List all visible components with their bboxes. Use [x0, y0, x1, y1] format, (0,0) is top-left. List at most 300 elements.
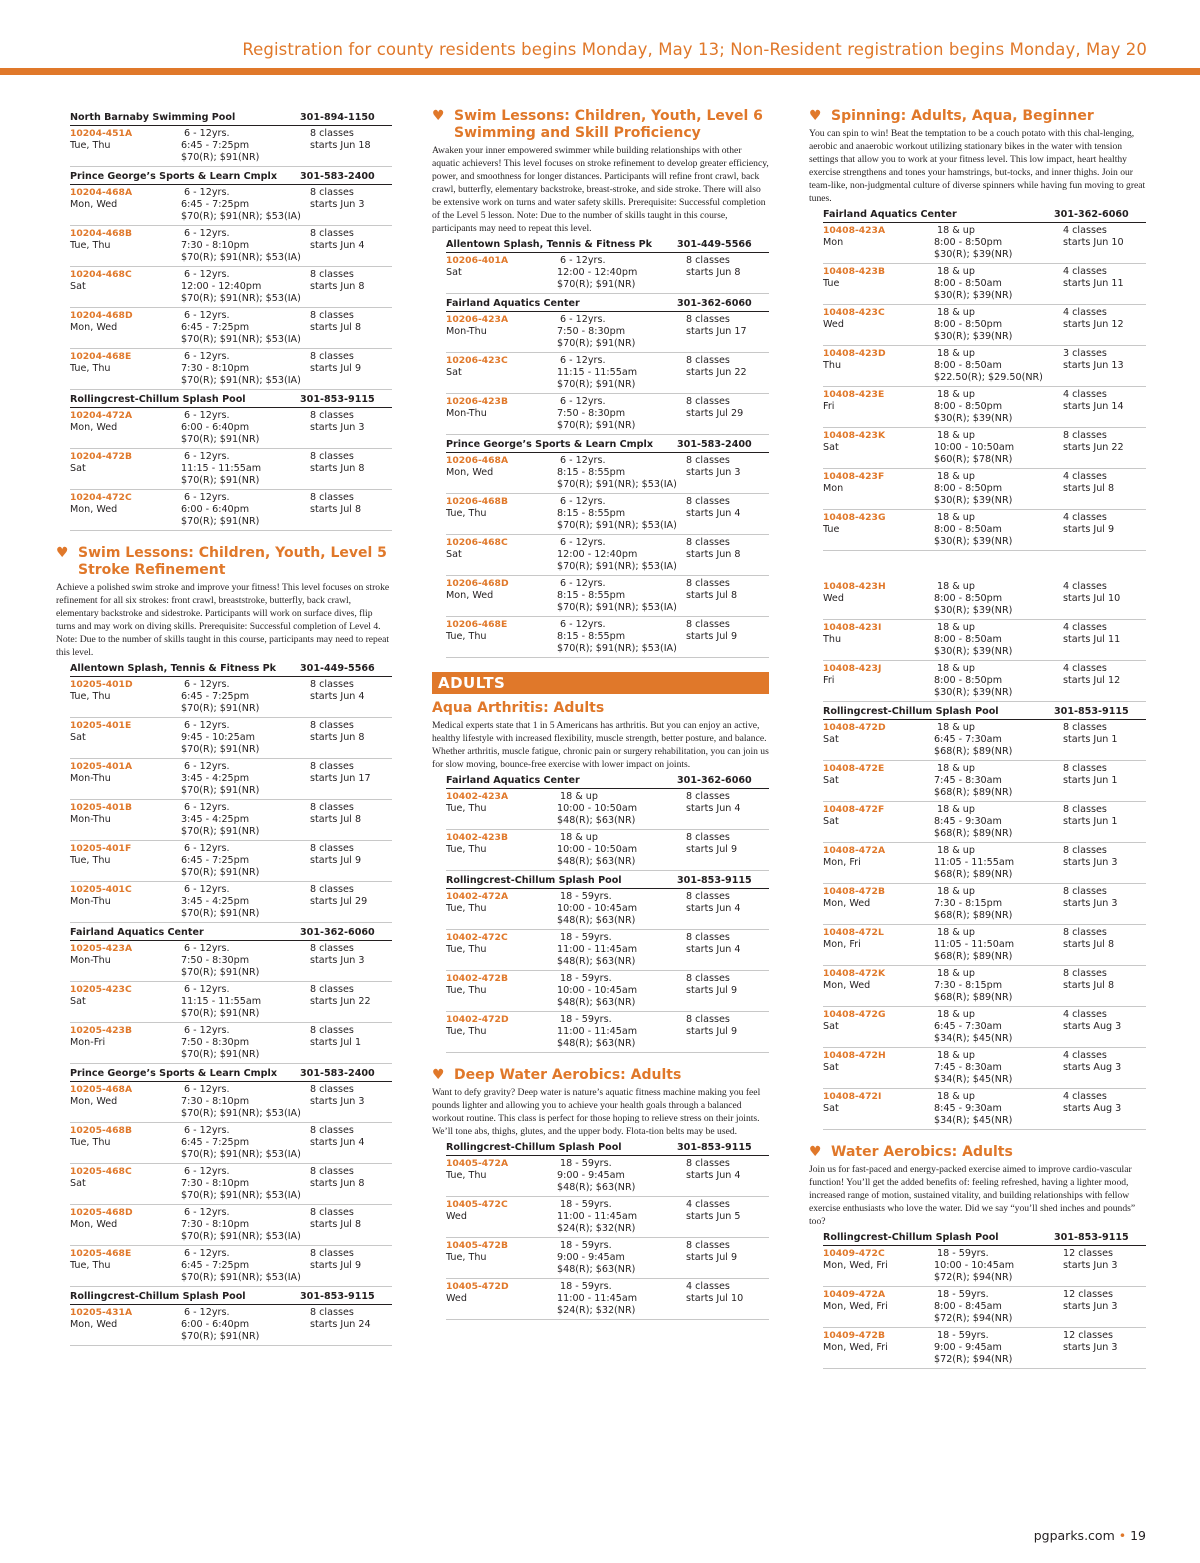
- class-age: 18 - 59yrs.: [560, 891, 612, 902]
- class-listing: [823, 661, 1146, 702]
- class-time: 10:00 - 10:45am: [557, 903, 638, 914]
- facility-header: [823, 207, 1146, 223]
- facility-name: Rollingcrest-Chillum Splash Pool: [446, 1142, 622, 1153]
- class-days: Mon, Wed: [70, 1219, 118, 1230]
- class-time: 8:00 - 8:50am: [934, 360, 1002, 371]
- class-listing: [70, 677, 392, 718]
- facility-phone: 301-894-1150: [300, 112, 375, 123]
- class-fee: $22.50(R); $29.50(NR): [934, 372, 1043, 383]
- class-blank: [446, 279, 560, 291]
- class-count: 8 classes: [1063, 763, 1107, 774]
- class-code: 10205-423B: [70, 1025, 132, 1036]
- class-blank: [446, 479, 560, 491]
- class-listing: [70, 308, 392, 349]
- facility-list: [432, 773, 769, 1053]
- class-code: 10409-472A: [823, 1289, 886, 1300]
- class-listing: [823, 761, 1146, 802]
- class-count: 8 classes: [310, 1125, 354, 1136]
- class-count: 8 classes: [686, 255, 730, 266]
- class-days: Tue, Thu: [70, 1260, 111, 1271]
- class-blank: [823, 1033, 937, 1045]
- class-count: 8 classes: [310, 984, 354, 995]
- class-blank: [70, 475, 184, 487]
- section-desc-aqua-arthritis: Medical experts state that 1 in 5 Americans has arthritis. But you can enjoy an active, healthy lifestyle with increased flexibility, muscle strength, better posture, and balance. Whether arthritis, muscle fatigue, chronic pain or surgery rehabilitation, you can join us for slow moving, bounce-free exercise with lower impact on joints.: [432, 720, 769, 770]
- class-count: 12 classes: [1063, 1330, 1113, 1341]
- class-time: 6:00 - 6:40pm: [181, 422, 250, 433]
- class-listing: [446, 930, 769, 971]
- class-age: 6 - 12yrs.: [184, 802, 230, 813]
- class-time: 3:45 - 4:25pm: [181, 896, 250, 907]
- class-count: 8 classes: [310, 943, 354, 954]
- class-fee: $24(R); $32(NR): [557, 1223, 636, 1234]
- class-age: 18 & up: [937, 266, 975, 277]
- class-time: 7:30 - 8:10pm: [181, 1219, 250, 1230]
- class-code: 10408-423G: [823, 512, 886, 523]
- class-count: 8 classes: [310, 351, 354, 362]
- class-time: 6:45 - 7:25pm: [181, 1137, 250, 1148]
- class-code: 10206-423A: [446, 314, 509, 325]
- class-fee: $70(R); $91(NR): [557, 279, 636, 290]
- class-days: Tue, Thu: [70, 691, 111, 702]
- class-time: 11:15 - 11:55am: [181, 996, 262, 1007]
- class-fee: $70(R); $91(NR); $53(IA): [181, 334, 301, 345]
- facility-header: [70, 169, 392, 185]
- class-days: Mon: [823, 483, 844, 494]
- separator-dot: •: [1118, 1528, 1127, 1543]
- class-fee: $30(R); $39(NR): [934, 687, 1013, 698]
- class-start: starts Jul 8: [310, 814, 362, 825]
- class-code: 10205-401C: [70, 884, 132, 895]
- class-blank: [70, 826, 184, 838]
- class-listing: [70, 490, 392, 531]
- site-name: pgparks.com: [1033, 1528, 1115, 1543]
- class-fee: $70(R); $91(NR); $53(IA): [181, 252, 301, 263]
- class-code: 10408-472A: [823, 845, 886, 856]
- class-count: 8 classes: [686, 396, 730, 407]
- facility-header: [823, 704, 1146, 720]
- class-listing: [70, 408, 392, 449]
- class-age: 6 - 12yrs.: [560, 314, 606, 325]
- class-count: 8 classes: [686, 496, 730, 507]
- class-blank: [446, 956, 560, 968]
- class-code: 10408-472B: [823, 886, 885, 897]
- class-listing: [446, 830, 769, 871]
- facility-block: [446, 773, 769, 871]
- class-fee: $68(R); $89(NR): [934, 992, 1013, 1003]
- class-time: 6:45 - 7:25pm: [181, 322, 250, 333]
- class-fee: $70(R); $91(NR); $53(IA): [557, 520, 677, 531]
- class-time: 6:45 - 7:25pm: [181, 1260, 250, 1271]
- facility-block: [823, 704, 1146, 1130]
- class-time: 6:00 - 6:40pm: [181, 504, 250, 515]
- class-listing: [446, 576, 769, 617]
- class-age: 6 - 12yrs.: [184, 351, 230, 362]
- class-fee: $70(R); $91(NR); $53(IA): [181, 1149, 301, 1160]
- class-code: 10205-401B: [70, 802, 132, 813]
- class-time: 7:45 - 8:30am: [934, 775, 1002, 786]
- class-age: 18 - 59yrs.: [937, 1330, 989, 1341]
- class-fee: $30(R); $39(NR): [934, 495, 1013, 506]
- class-code: 10408-472E: [823, 763, 885, 774]
- class-count: 8 classes: [686, 1240, 730, 1251]
- facility-block: [70, 1066, 392, 1287]
- class-listing: [823, 720, 1146, 761]
- facility-header: [446, 1140, 769, 1156]
- class-listing: [446, 617, 769, 658]
- class-time: 8:00 - 8:50am: [934, 524, 1002, 535]
- class-start: starts Jun 22: [310, 996, 371, 1007]
- class-time: 8:00 - 8:50pm: [934, 319, 1003, 330]
- class-fee: $70(R); $91(NR); $53(IA): [557, 643, 677, 654]
- class-blank: [823, 331, 937, 343]
- class-listing: [823, 469, 1146, 510]
- section-desc-level5: Achieve a polished swim stroke and improve your fitness! This level focuses on stroke refinement for all six strokes: front crawl, breaststroke, butterfly, back crawl, elementary backstroke and sidestroke. Participants will work on surface dives, flip turns and may work on diving skills. Prerequisite: Successful completion of Level 4. Note: Due to the number of skills taught in this course, participants may need to repeat this level.: [56, 582, 390, 658]
- class-count: 8 classes: [310, 1025, 354, 1036]
- class-time: 6:45 - 7:25pm: [181, 140, 250, 151]
- class-days: Sat: [446, 367, 462, 378]
- class-fee: $70(R); $91(NR): [181, 967, 260, 978]
- class-time: 7:30 - 8:10pm: [181, 1178, 250, 1189]
- class-days: Mon-Thu: [70, 896, 111, 907]
- class-fee: $48(R); $63(NR): [557, 856, 636, 867]
- class-time: 8:00 - 8:50pm: [934, 401, 1003, 412]
- class-blank: [70, 1008, 184, 1020]
- class-listing: [823, 346, 1146, 387]
- class-blank: [70, 967, 184, 979]
- class-fee: $70(R); $91(NR); $53(IA): [181, 1231, 301, 1242]
- facility-phone: 301-362-6060: [1054, 209, 1129, 220]
- class-blank: [823, 1074, 937, 1086]
- class-blank: [823, 495, 937, 507]
- class-age: 18 & up: [937, 663, 975, 674]
- class-count: 8 classes: [1063, 845, 1107, 856]
- class-blank: [446, 1305, 560, 1317]
- class-age: 6 - 12yrs.: [184, 1248, 230, 1259]
- facility-block: [446, 237, 769, 294]
- class-time: 11:15 - 11:55am: [181, 463, 262, 474]
- class-start: starts Jun 18: [310, 140, 371, 151]
- class-days: Tue, Thu: [446, 631, 487, 642]
- class-age: 18 & up: [937, 307, 975, 318]
- class-code: 10408-423C: [823, 307, 885, 318]
- class-listing: [70, 267, 392, 308]
- class-code: 10409-472C: [823, 1248, 885, 1259]
- class-start: starts Aug 3: [1063, 1021, 1122, 1032]
- class-fee: $70(R); $91(NR): [557, 420, 636, 431]
- class-start: starts Jul 8: [310, 504, 362, 515]
- class-blank: [823, 1272, 937, 1284]
- class-listing: [823, 1048, 1146, 1089]
- class-age: 6 - 12yrs.: [184, 1084, 230, 1095]
- class-days: Sat: [823, 442, 839, 453]
- class-start: starts Jun 3: [1063, 898, 1118, 909]
- class-time: 10:00 - 10:50am: [934, 442, 1015, 453]
- class-age: 6 - 12yrs.: [184, 843, 230, 854]
- class-listing: [446, 971, 769, 1012]
- class-start: starts Jun 17: [310, 773, 371, 784]
- class-listing: [823, 1007, 1146, 1048]
- class-fee: $70(R); $91(NR): [181, 475, 260, 486]
- class-age: 6 - 12yrs.: [184, 410, 230, 421]
- class-time: 6:45 - 7:30am: [934, 1021, 1002, 1032]
- class-listing: [70, 982, 392, 1023]
- class-code: 10408-423I: [823, 622, 882, 633]
- class-age: 18 & up: [937, 927, 975, 938]
- class-time: 8:00 - 8:50am: [934, 278, 1002, 289]
- class-fee: $30(R); $39(NR): [934, 331, 1013, 342]
- class-age: 6 - 12yrs.: [184, 128, 230, 139]
- class-time: 7:30 - 8:10pm: [181, 363, 250, 374]
- class-count: 4 classes: [1063, 1050, 1107, 1061]
- class-start: starts Jun 13: [1063, 360, 1124, 371]
- class-fee: $70(R); $91(NR): [181, 1008, 260, 1019]
- class-listing: [70, 1023, 392, 1064]
- class-code: 10205-401E: [70, 720, 132, 731]
- class-start: starts Jun 3: [310, 199, 365, 210]
- class-start: starts Aug 3: [1063, 1103, 1122, 1114]
- section-title-level5: ♥ Swim Lessons: Children, Youth, Level 5 Stroke Refinement: [56, 545, 387, 578]
- class-age: 6 - 12yrs.: [560, 496, 606, 507]
- facility-block: [70, 661, 392, 923]
- class-fee: $70(R); $91(NR); $53(IA): [181, 1272, 301, 1283]
- class-blank: [70, 908, 184, 920]
- class-start: starts Jun 3: [1063, 1342, 1118, 1353]
- class-start: starts Jun 4: [310, 240, 365, 251]
- class-count: 8 classes: [686, 891, 730, 902]
- class-start: starts Jun 4: [686, 803, 741, 814]
- class-code: 10408-423J: [823, 663, 882, 674]
- class-age: 6 - 12yrs.: [184, 720, 230, 731]
- facility-header: [70, 1066, 392, 1082]
- class-start: starts Jul 9: [1063, 524, 1115, 535]
- class-age: 6 - 12yrs.: [184, 1125, 230, 1136]
- class-age: 18 & up: [937, 1091, 975, 1102]
- class-blank: [446, 643, 560, 655]
- class-code: 10408-472I: [823, 1091, 882, 1102]
- section-desc-level6: Awaken your inner empowered swimmer while building relationships with other aquatic achievers! This level focuses on stroke refinement to develop greater efficiency, power, and smoothness for longer distances. Participants will refine front crawl, back crawl, butterfly, elementary backstroke, breast-stroke, and side stroke. There will also be extensive work on turns and water safety skills. Prerequisite: Successful completion of the Level 5 lesson. Note: Due to the number of skills taught in this course, participants may need to repeat this level.: [432, 145, 769, 234]
- class-age: 18 & up: [937, 348, 975, 359]
- class-blank: [70, 1108, 184, 1120]
- class-time: 12:00 - 12:40pm: [181, 281, 262, 292]
- class-blank: [823, 372, 937, 384]
- class-blank: [70, 516, 184, 528]
- class-fee: $68(R); $89(NR): [934, 951, 1013, 962]
- class-listing: [823, 620, 1146, 661]
- class-age: 6 - 12yrs.: [184, 492, 230, 503]
- class-age: 18 & up: [937, 1009, 975, 1020]
- class-count: 8 classes: [1063, 430, 1107, 441]
- facility-phone: 301-853-9115: [300, 1291, 375, 1302]
- class-days: Thu: [823, 634, 842, 645]
- class-start: starts Jun 3: [686, 467, 741, 478]
- class-time: 8:15 - 8:55pm: [557, 590, 626, 601]
- class-code: 10405-472D: [446, 1281, 509, 1292]
- class-blank: [823, 1313, 937, 1325]
- class-blank: [70, 1231, 184, 1243]
- heart-icon: ♥: [809, 1144, 822, 1160]
- class-count: 4 classes: [1063, 471, 1107, 482]
- class-start: starts Jun 3: [310, 955, 365, 966]
- class-fee: $34(R); $45(NR): [934, 1033, 1013, 1044]
- class-listing: [823, 387, 1146, 428]
- class-blank: [823, 413, 937, 425]
- class-listing: [446, 394, 769, 435]
- class-time: 8:00 - 8:50pm: [934, 593, 1003, 604]
- class-listing: [446, 253, 769, 294]
- class-listing: [70, 882, 392, 923]
- class-start: starts Jul 8: [1063, 483, 1115, 494]
- section-desc-deep-water: Want to defy gravity? Deep water is nature’s aquatic fitness machine making you feel pounds lighter and allowing you to achieve your health goals through a balanced workout routine. This class is perfect for those hoping to relieve stress on their joints. We’ll tone abs, thighs, glutes, and the upper body. Flota-tion belts may be used.: [432, 1087, 761, 1137]
- facility-name: Rollingcrest-Chillum Splash Pool: [823, 706, 999, 717]
- class-age: 6 - 12yrs.: [184, 1166, 230, 1177]
- class-listing: [446, 1238, 769, 1279]
- class-code: 10205-401D: [70, 679, 133, 690]
- class-fee: $72(R); $94(NR): [934, 1313, 1013, 1324]
- class-count: 8 classes: [310, 720, 354, 731]
- class-time: 9:00 - 9:45am: [934, 1342, 1002, 1353]
- facility-header: [70, 392, 392, 408]
- class-blank: [446, 997, 560, 1009]
- class-age: 18 & up: [937, 389, 975, 400]
- class-code: 10206-468B: [446, 496, 508, 507]
- class-start: starts Jun 1: [1063, 734, 1118, 745]
- facility-block: [446, 296, 769, 435]
- class-age: 6 - 12yrs.: [560, 355, 606, 366]
- class-blank: [70, 211, 184, 223]
- class-start: starts Jun 14: [1063, 401, 1124, 412]
- class-code: 10205-423A: [70, 943, 133, 954]
- class-days: Tue, Thu: [446, 1252, 487, 1263]
- class-start: starts Jul 8: [310, 322, 362, 333]
- class-code: 10408-472D: [823, 722, 886, 733]
- class-days: Mon-Thu: [446, 326, 487, 337]
- facility-list: [56, 661, 392, 1346]
- class-blank: [446, 379, 560, 391]
- class-age: 18 - 59yrs.: [560, 1281, 612, 1292]
- class-start: starts Jul 10: [686, 1293, 744, 1304]
- class-days: Mon, Wed, Fri: [823, 1301, 888, 1312]
- class-days: Tue, Thu: [446, 1170, 487, 1181]
- class-days: Sat: [446, 267, 462, 278]
- class-time: 7:50 - 8:30pm: [557, 326, 626, 337]
- class-start: starts Jun 8: [310, 1178, 365, 1189]
- class-code: 10205-468E: [70, 1248, 132, 1259]
- class-days: Mon-Thu: [446, 408, 487, 419]
- class-code: 10205-401F: [70, 843, 132, 854]
- class-fee: $70(R); $91(NR); $53(IA): [181, 375, 301, 386]
- class-days: Mon, Wed: [70, 322, 118, 333]
- column-1: [56, 108, 392, 1346]
- class-count: 8 classes: [310, 410, 354, 421]
- class-count: 8 classes: [1063, 886, 1107, 897]
- class-start: starts Jul 1: [310, 1037, 362, 1048]
- class-blank: [823, 290, 937, 302]
- class-fee: $72(R); $94(NR): [934, 1354, 1013, 1365]
- class-listing: [823, 510, 1146, 551]
- class-fee: $48(R); $63(NR): [557, 815, 636, 826]
- class-fee: $70(R); $91(NR): [557, 379, 636, 390]
- class-listing: [446, 1197, 769, 1238]
- class-age: 18 & up: [937, 430, 975, 441]
- class-time: 9:00 - 9:45am: [557, 1252, 625, 1263]
- class-count: 8 classes: [310, 187, 354, 198]
- class-days: Tue, Thu: [446, 944, 487, 955]
- class-start: starts Jul 8: [310, 1219, 362, 1230]
- class-code: 10402-423B: [446, 832, 508, 843]
- class-blank: [70, 703, 184, 715]
- class-count: 8 classes: [686, 791, 730, 802]
- class-blank: [70, 1149, 184, 1161]
- class-start: starts Jun 8: [310, 463, 365, 474]
- class-count: 8 classes: [310, 269, 354, 280]
- class-count: 4 classes: [1063, 266, 1107, 277]
- class-start: starts Jun 3: [310, 1096, 365, 1107]
- class-listing: [823, 1328, 1146, 1369]
- class-days: Sat: [70, 996, 86, 1007]
- class-age: 18 - 59yrs.: [937, 1248, 989, 1259]
- class-blank: [446, 561, 560, 573]
- class-days: Sat: [70, 1178, 86, 1189]
- class-listing: [823, 1246, 1146, 1287]
- class-age: 6 - 12yrs.: [184, 451, 230, 462]
- class-age: 6 - 12yrs.: [184, 1307, 230, 1318]
- class-days: Mon, Wed: [823, 980, 871, 991]
- facility-list: [432, 237, 769, 658]
- class-age: 6 - 12yrs.: [184, 984, 230, 995]
- class-start: starts Jun 17: [686, 326, 747, 337]
- class-time: 12:00 - 12:40pm: [557, 267, 638, 278]
- class-blank: [446, 1264, 560, 1276]
- class-fee: $68(R); $89(NR): [934, 746, 1013, 757]
- class-days: Mon-Thu: [70, 955, 111, 966]
- class-time: 10:00 - 10:50am: [557, 844, 638, 855]
- class-start: starts Jun 4: [686, 903, 741, 914]
- class-listing: [446, 494, 769, 535]
- class-start: starts Jun 3: [1063, 1301, 1118, 1312]
- class-age: 18 & up: [937, 968, 975, 979]
- class-days: Sat: [70, 281, 86, 292]
- class-days: Thu: [823, 360, 842, 371]
- class-age: 6 - 12yrs.: [184, 310, 230, 321]
- class-blank: [446, 1223, 560, 1235]
- facility-header: [446, 873, 769, 889]
- class-start: starts Jun 5: [686, 1211, 741, 1222]
- class-code: 10408-423K: [823, 430, 886, 441]
- class-time: 7:50 - 8:30pm: [181, 1037, 250, 1048]
- facility-name: Fairland Aquatics Center: [823, 209, 957, 220]
- class-days: Sat: [823, 734, 839, 745]
- class-age: 18 & up: [937, 512, 975, 523]
- class-days: Tue, Thu: [446, 985, 487, 996]
- class-blank: [446, 815, 560, 827]
- class-count: 8 classes: [686, 314, 730, 325]
- section-title-water-aerobics: ♥ Water Aerobics: Adults: [809, 1144, 1013, 1160]
- class-listing: [70, 185, 392, 226]
- class-days: Mon, Wed: [446, 590, 494, 601]
- class-time: 7:50 - 8:30pm: [557, 408, 626, 419]
- class-code: 10408-472L: [823, 927, 884, 938]
- class-time: 9:45 - 10:25am: [181, 732, 255, 743]
- class-days: Tue: [823, 524, 840, 535]
- class-listing: [823, 264, 1146, 305]
- class-count: 4 classes: [1063, 389, 1107, 400]
- facility-phone: 301-362-6060: [677, 298, 752, 309]
- class-blank: [446, 1038, 560, 1050]
- class-age: 6 - 12yrs.: [184, 761, 230, 772]
- class-count: 8 classes: [310, 1166, 354, 1177]
- class-count: 4 classes: [1063, 1009, 1107, 1020]
- class-listing: [70, 1305, 392, 1346]
